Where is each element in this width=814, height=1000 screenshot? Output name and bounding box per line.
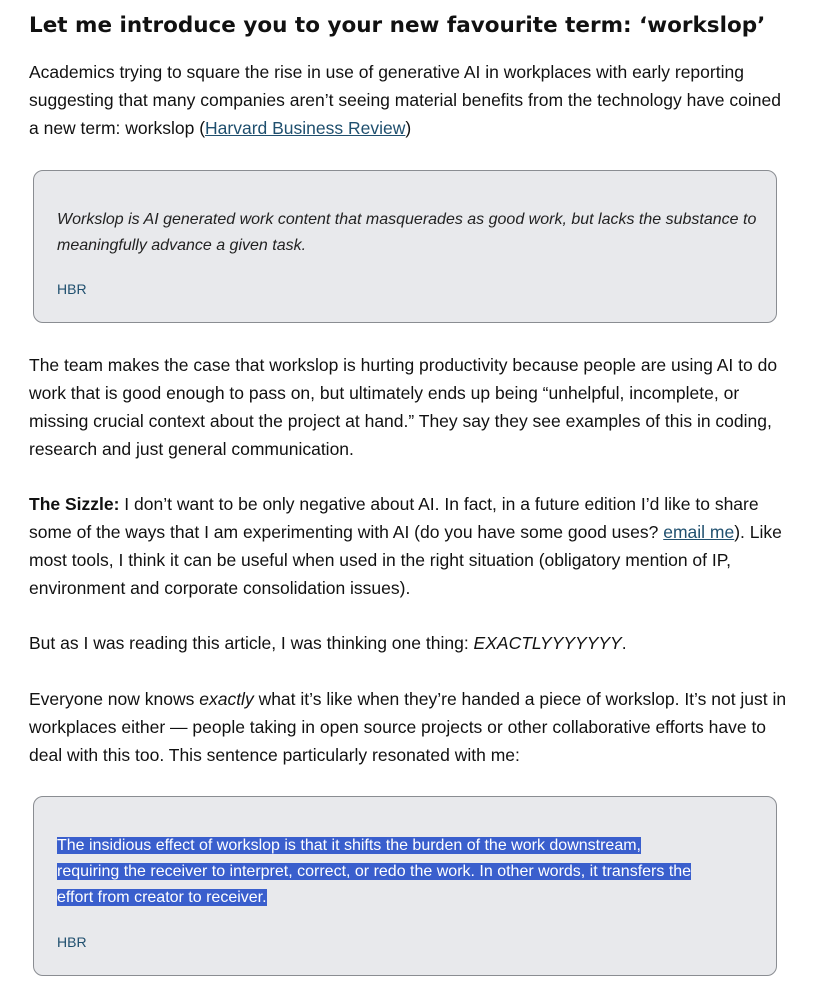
resonated-after: what it’s like when they’re handed a piece of workslop. It’s not just in workplaces either — people taking in open source projects or other collaborative efforts have to deal with this too. This sentence particularly resonated with me:	[29, 689, 787, 765]
sizzle-text: I don’t want to be only negative about AI. In fact, in a future edition I’d like to share some of the ways that I am experimenting with AI (do you have some good uses?	[29, 494, 759, 542]
sizzle-label: The Sizzle:	[29, 494, 120, 514]
quote-text: Workslop is AI generated work content that masquerades as good work, but lacks the substance to meaningfully advance a given task.	[57, 211, 757, 254]
intro-after-link: )	[405, 118, 412, 138]
resonated-emphasis: exactly	[199, 689, 254, 709]
quote-line-3: effort from creator to receiver.	[57, 889, 267, 906]
quote-line-1: The insidious effect of workslop is that it shifts the burden of the work downstream,	[57, 837, 641, 854]
blockquote-insidious-effect	[33, 796, 777, 976]
quote-source: HBR	[57, 281, 87, 297]
productivity-paragraph: The team makes the case that workslop is hurting productivity because people are using AI to do work that is good enough to pass on, but ultimately ends up being “unhelpful, incomplete, or missing crucial context about the project at hand.” They say they see examples of this in coding, research and just general communication.	[29, 355, 778, 459]
exactly-emphasis: EXACTLYYYYYYY	[473, 633, 622, 653]
quote-source: HBR	[57, 934, 87, 950]
exactly-after: .	[621, 633, 627, 653]
highlighted-quote-text[interactable]	[57, 833, 769, 911]
resonated-paragraph	[29, 685, 789, 769]
harvard-business-review-link[interactable]: Harvard Business Review	[205, 118, 406, 138]
sizzle-paragraph	[29, 490, 789, 602]
exactly-paragraph	[29, 629, 789, 657]
sizzle-text-continued: ). Like most tools, I think it can be useful when used in the right situation (obligatory mention of IP, environment and corporate consolidation issues).	[29, 522, 782, 598]
resonated-before: Everyone now knows	[29, 689, 200, 709]
intro-text: Academics trying to square the rise in use of generative AI in workplaces with early reporting suggesting that many companies aren’t seeing material benefits from the technology have coined a new term: workslop (	[29, 62, 781, 138]
exactly-before: But as I was reading this article, I was thinking one thing:	[29, 633, 474, 653]
email-me-link[interactable]: email me	[663, 522, 735, 542]
intro-paragraph	[29, 58, 789, 142]
article-heading: Let me introduce you to your new favourite term: ‘workslop’	[29, 13, 766, 38]
quote-line-2: requiring the receiver to interpret, correct, or redo the work. In other words, it transfers the	[57, 863, 692, 880]
blockquote-definition	[33, 170, 777, 323]
